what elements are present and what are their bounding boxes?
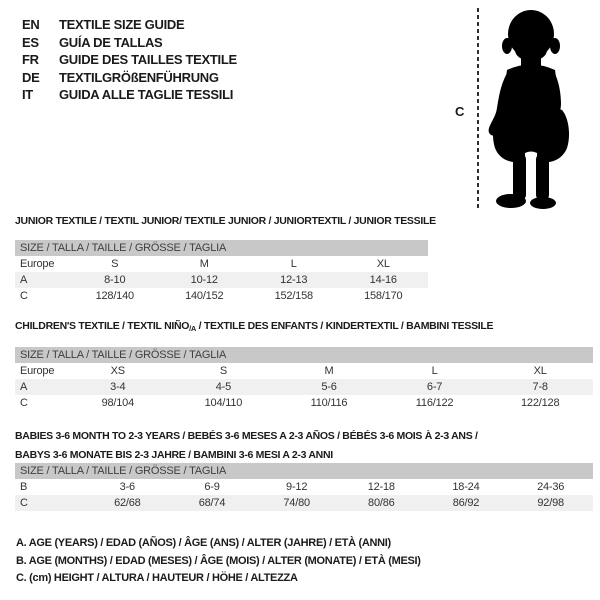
table-row [15, 479, 593, 495]
table-cell: XL [376, 258, 390, 270]
footnote-a: A. AGE (YEARS) / EDAD (AÑOS) / ÂGE (ANS) / ALTER (JAHRE) / ETÀ (ANNI) [16, 537, 391, 549]
table-cell: 158/170 [364, 290, 403, 302]
table-row [15, 395, 593, 411]
table-cell: 4-5 [215, 381, 232, 393]
table-row [15, 288, 428, 304]
table-cell: 86/92 [452, 497, 480, 509]
children-section-title [15, 320, 493, 333]
language-code: FR [22, 52, 39, 67]
language-label: TEXTILE SIZE GUIDE [59, 17, 185, 32]
footnote-b: B. AGE (MONTHS) / EDAD (MESES) / ÂGE (MOIS) / ALTER (MONATE) / ETÀ (MESI) [16, 554, 421, 567]
table-cell: 10-12 [190, 274, 218, 286]
language-code: EN [22, 17, 40, 32]
junior-size-table [15, 240, 428, 304]
babies-size-header-bar: SIZE / TALLA / TAILLE / GRÖSSE / TAGLIA [15, 463, 593, 479]
table-row [15, 495, 593, 511]
table-cell: 6-7 [426, 381, 443, 393]
table-cell: M [199, 258, 209, 270]
table-cell: 104/110 [204, 397, 243, 409]
footnote-c: C. (cm) HEIGHT / ALTURA / HAUTEUR / HÖHE / ALTEZZA [16, 572, 298, 585]
table-cell: L [431, 365, 438, 377]
table-cell: 116/122 [415, 397, 454, 409]
list-item [22, 69, 237, 87]
table-cell: B [20, 481, 28, 493]
list-item [22, 51, 237, 69]
table-cell: 110/116 [310, 397, 348, 409]
table-cell: 98/104 [101, 397, 135, 409]
list-item [22, 16, 237, 34]
babies-size-table [15, 463, 593, 511]
children-size-header-bar: SIZE / TALLA / TAILLE / GRÖSSE / TAGLIA [15, 347, 593, 363]
children-title-text: CHILDREN'S TEXTILE / TEXTIL NIÑO [15, 320, 190, 332]
language-label: TEXTILGRÖßENFÜHRUNG [59, 69, 219, 85]
table-cell: 24-36 [537, 481, 565, 493]
table-row [15, 256, 428, 272]
table-cell: A [20, 274, 28, 286]
table-cell: Europe [20, 365, 55, 377]
language-code: DE [22, 69, 40, 85]
table-cell: 9-12 [286, 481, 308, 493]
children-size-table [15, 347, 593, 411]
table-cell: 8-10 [104, 274, 126, 286]
table-cell: S [111, 258, 119, 270]
table-cell: 7-8 [532, 381, 548, 393]
table-cell: M [324, 365, 334, 377]
table-cell: 128/140 [95, 290, 134, 302]
table-cell: 92/98 [537, 497, 564, 509]
language-code: ES [22, 34, 39, 50]
table-cell: C [20, 497, 28, 509]
table-cell: S [219, 365, 227, 377]
height-measure-dashed-line [477, 8, 479, 208]
toddler-silhouette-icon [483, 6, 579, 210]
table-cell: C [20, 397, 28, 409]
table-cell: C [20, 290, 28, 302]
table-cell: XS [110, 365, 125, 377]
table-cell: 12-13 [280, 274, 308, 286]
table-cell: 80/86 [368, 497, 395, 509]
table-cell: 3-4 [110, 381, 126, 393]
table-cell: A [20, 381, 28, 393]
table-cell: 6-9 [204, 481, 220, 493]
table-cell: 74/80 [283, 497, 310, 509]
table-cell: 140/152 [185, 290, 224, 302]
list-item [22, 86, 237, 104]
list-item [22, 34, 237, 52]
language-list [22, 16, 237, 104]
language-code: IT [22, 87, 33, 102]
table-cell: 62/68 [114, 497, 141, 509]
height-marker-label: C [455, 104, 465, 119]
table-cell: XL [533, 365, 547, 377]
table-cell: 14-16 [369, 274, 397, 286]
table-cell: 152/158 [274, 290, 313, 302]
children-title-subscript: /A [189, 324, 197, 333]
language-label: GUÍA DE TALLAS [59, 34, 163, 50]
babies-section-title [15, 427, 575, 465]
table-row [15, 379, 593, 395]
table-cell: 122/128 [521, 397, 560, 409]
table-cell: 12-18 [367, 481, 395, 493]
table-cell: L [290, 258, 297, 270]
table-cell: 5-6 [321, 381, 337, 393]
table-cell: Europe [20, 258, 55, 270]
table-cell: 18-24 [452, 481, 480, 493]
babies-title-line1: BABIES 3-6 MONTH TO 2-3 YEARS / BEBÉS 3-6 MESES A 2-3 AÑOS / BÉBÉS 3-6 MOIS À 2-3 ANS / [15, 430, 478, 442]
footnotes [16, 535, 421, 588]
junior-size-header-bar: SIZE / TALLA / TAILLE / GRÖSSE / TAGLIA [15, 240, 428, 256]
table-cell: 3-6 [119, 481, 135, 493]
babies-title-line2: BABYS 3-6 MONATE BIS 2-3 JAHRE / BAMBINI 3-6 MESI A 2-3 ANNI [15, 449, 333, 461]
table-cell: 68/74 [198, 497, 226, 509]
language-label: GUIDA ALLE TAGLIE TESSILI [59, 87, 234, 102]
language-label: GUIDE DES TAILLES TEXTILE [59, 52, 237, 67]
children-title-text: / TEXTILE DES ENFANTS / KINDERTEXTIL / BAMBINI TESSILE [196, 320, 494, 332]
table-row [15, 272, 428, 288]
table-row [15, 363, 593, 379]
junior-section-title: JUNIOR TEXTILE / TEXTIL JUNIOR/ TEXTILE JUNIOR / JUNIORTEXTIL / JUNIOR TESSILE [15, 215, 436, 227]
